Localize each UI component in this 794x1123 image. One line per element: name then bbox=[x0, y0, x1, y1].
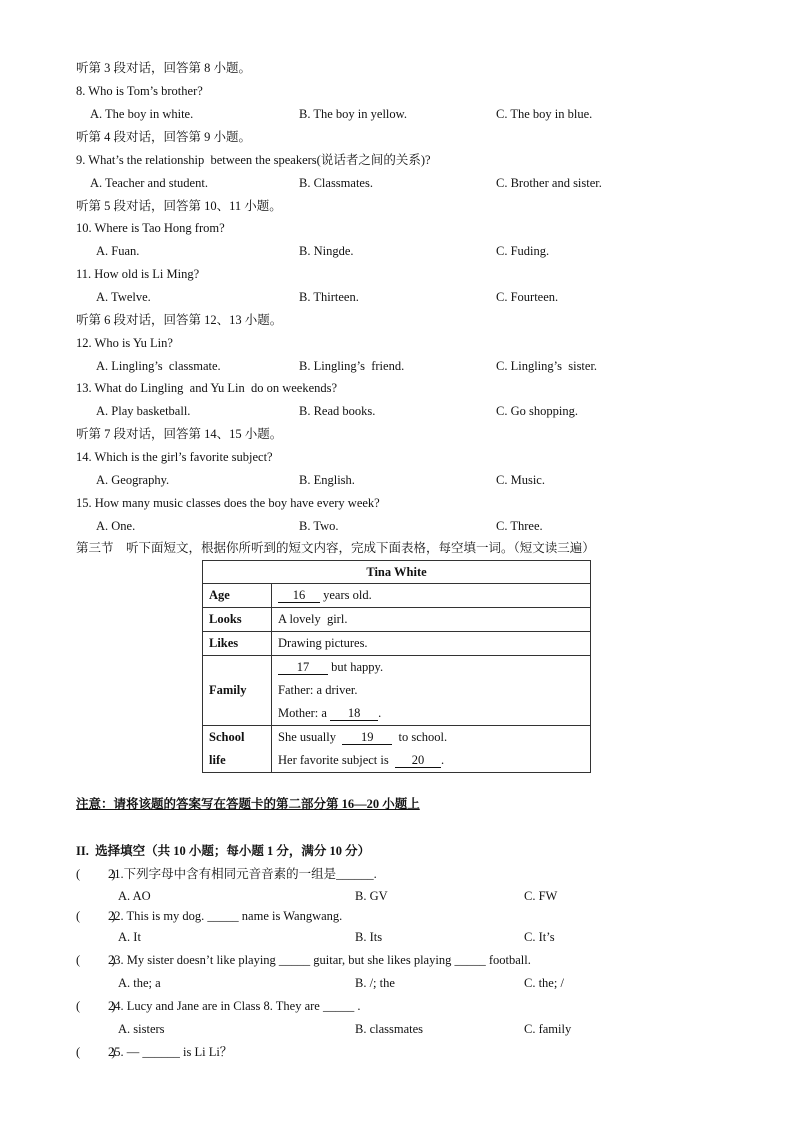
q12-option-c[interactable]: C. Lingling’s sister. bbox=[496, 359, 598, 373]
school-life-label bbox=[203, 726, 272, 773]
q14-stem: 14. Which is the girl’s favorite subject? bbox=[76, 450, 273, 464]
q10-option-b[interactable]: B. Ningde. bbox=[299, 244, 354, 258]
q9-option-b[interactable]: B. Classmates. bbox=[299, 176, 373, 190]
q23-paren[interactable]: ( ) bbox=[76, 953, 116, 967]
q22-option-a[interactable]: A. It bbox=[118, 930, 141, 944]
dialog4-instruction: 听第 4 段对话，回答第 9 小题。 bbox=[76, 130, 252, 144]
school-life-cell bbox=[272, 726, 591, 773]
dialog7-instruction: 听第 7 段对话，回答第 14、15 小题。 bbox=[76, 427, 283, 441]
q10-stem: 10. Where is Tao Hong from? bbox=[76, 221, 225, 235]
part3-heading: 第三节 听下面短文，根据你所听到的短文内容，完成下面表格，每空填一词。（短文读三遍） bbox=[76, 541, 595, 555]
q13-option-a[interactable]: A. Play basketball. bbox=[96, 404, 191, 418]
q24-option-c[interactable]: C. family bbox=[524, 1022, 572, 1036]
q21-paren[interactable]: ( ) bbox=[76, 867, 116, 881]
q23-option-c[interactable]: C. the; / bbox=[524, 976, 564, 990]
age-cell bbox=[272, 584, 591, 608]
q10-option-a[interactable]: A. Fuan. bbox=[96, 244, 140, 258]
q14-option-a[interactable]: A. Geography. bbox=[96, 473, 170, 487]
q14-option-c[interactable]: C. Music. bbox=[496, 473, 545, 487]
dialog5-instruction: 听第 5 段对话，回答第 10、11 小题。 bbox=[76, 199, 282, 213]
q24-option-b[interactable]: B. classmates bbox=[355, 1022, 424, 1036]
q9-option-a[interactable]: A. Teacher and student. bbox=[90, 176, 208, 190]
q12-stem: 12. Who is Yu Lin? bbox=[76, 336, 173, 350]
section2-heading: II. 选择填空（共 10 小题；每小题 1 分，满分 10 分） bbox=[76, 844, 371, 858]
q25-stem: 25. — ______ is Li Li？ bbox=[108, 1045, 233, 1059]
school1-suffix: to school. bbox=[392, 730, 448, 744]
looks-text: A lovely girl. bbox=[278, 612, 348, 626]
q12-option-b[interactable]: B. Lingling’s friend. bbox=[299, 359, 405, 373]
q25-paren[interactable]: ( ) bbox=[76, 1045, 116, 1059]
likes-value bbox=[272, 632, 591, 656]
looks-value bbox=[272, 608, 591, 632]
q24-paren[interactable]: ( ) bbox=[76, 999, 116, 1013]
age-label: Age bbox=[203, 584, 272, 608]
q21-option-b[interactable]: B. GV bbox=[355, 889, 388, 903]
mother-prefix: Mother: a bbox=[278, 706, 331, 720]
q23-option-a[interactable]: A. the; a bbox=[118, 976, 161, 990]
q8-stem: 8. Who is Tom’s brother? bbox=[76, 84, 203, 98]
family-cell bbox=[272, 656, 591, 726]
q11-option-b[interactable]: B. Thirteen. bbox=[299, 290, 359, 304]
q21-option-c[interactable]: C. FW bbox=[524, 889, 558, 903]
q22-stem: 22. This is my dog. _____ name is Wangwang. bbox=[108, 909, 343, 923]
school-label-line2: life bbox=[209, 753, 226, 767]
q22-option-b[interactable]: B. Its bbox=[355, 930, 383, 944]
q21-option-a[interactable]: A. AO bbox=[118, 889, 151, 903]
q13-stem: 13. What do Lingling and Yu Lin do on weekends? bbox=[76, 381, 338, 395]
q8-option-b[interactable]: B. The boy in yellow. bbox=[299, 107, 407, 121]
q12-option-a[interactable]: A. Lingling’s classmate. bbox=[96, 359, 221, 373]
q15-stem: 15. How many music classes does the boy have every week? bbox=[76, 496, 380, 510]
tina-white-table bbox=[202, 560, 591, 773]
school2-suffix: . bbox=[440, 753, 445, 767]
school2-prefix: Her favorite subject is bbox=[278, 753, 395, 767]
q13-option-b[interactable]: B. Read books. bbox=[299, 404, 376, 418]
q11-option-a[interactable]: A. Twelve. bbox=[96, 290, 151, 304]
family-suffix: but happy. bbox=[328, 660, 384, 674]
q9-option-c[interactable]: C. Brother and sister. bbox=[496, 176, 602, 190]
likes-text: Drawing pictures. bbox=[278, 636, 368, 650]
looks-label: Looks bbox=[203, 608, 272, 632]
mother-suffix: . bbox=[378, 706, 382, 720]
q23-option-b[interactable]: B. /; the bbox=[355, 976, 395, 990]
table-title: Tina White bbox=[203, 561, 591, 584]
q13-option-c[interactable]: C. Go shopping. bbox=[496, 404, 578, 418]
blank-17[interactable]: 17 bbox=[278, 660, 328, 675]
q22-paren[interactable]: ( ) bbox=[76, 909, 116, 923]
father-line: Father: a driver. bbox=[278, 683, 358, 697]
dialog6-instruction: 听第 6 段对话，回答第 12、13 小题。 bbox=[76, 313, 283, 327]
q11-stem: 11. How old is Li Ming? bbox=[76, 267, 200, 281]
q15-option-c[interactable]: C. Three. bbox=[496, 519, 543, 533]
likes-label: Likes bbox=[203, 632, 272, 656]
q15-option-a[interactable]: A. One. bbox=[96, 519, 136, 533]
blank-19[interactable]: 19 bbox=[342, 730, 392, 745]
answer-sheet-note: 注意：请将该题的答案写在答题卡的第二部分第 16—20 小题上 bbox=[76, 797, 420, 811]
age-suffix: years old. bbox=[320, 588, 372, 602]
q21-stem: 21.下列字母中含有相同元音音素的一组是______. bbox=[108, 867, 377, 881]
q24-stem: 24. Lucy and Jane are in Class 8. They are _____ . bbox=[108, 999, 361, 1013]
blank-18[interactable]: 18 bbox=[330, 706, 378, 721]
q15-option-b[interactable]: B. Two. bbox=[299, 519, 339, 533]
q14-option-b[interactable]: B. English. bbox=[299, 473, 355, 487]
q10-option-c[interactable]: C. Fuding. bbox=[496, 244, 550, 258]
dialog3-instruction: 听第 3 段对话，回答第 8 小题。 bbox=[76, 61, 252, 75]
school1-prefix: She usually bbox=[278, 730, 343, 744]
q11-option-c[interactable]: C. Fourteen. bbox=[496, 290, 559, 304]
q9-stem: 9. What’s the relationship between the speakers(说话者之间的关系)? bbox=[76, 153, 431, 167]
q8-option-a[interactable]: A. The boy in white. bbox=[90, 107, 194, 121]
school-label-line1: School bbox=[209, 730, 245, 744]
q24-option-a[interactable]: A. sisters bbox=[118, 1022, 165, 1036]
family-label: Family bbox=[203, 656, 272, 726]
q8-option-c[interactable]: C. The boy in blue. bbox=[496, 107, 593, 121]
blank-16[interactable]: 16 bbox=[278, 588, 320, 603]
q22-option-c[interactable]: C. It’s bbox=[524, 930, 555, 944]
blank-20[interactable]: 20 bbox=[395, 753, 441, 768]
q23-stem: 23. My sister doesn’t like playing _____ guitar, but she likes playing _____ football. bbox=[108, 953, 531, 967]
